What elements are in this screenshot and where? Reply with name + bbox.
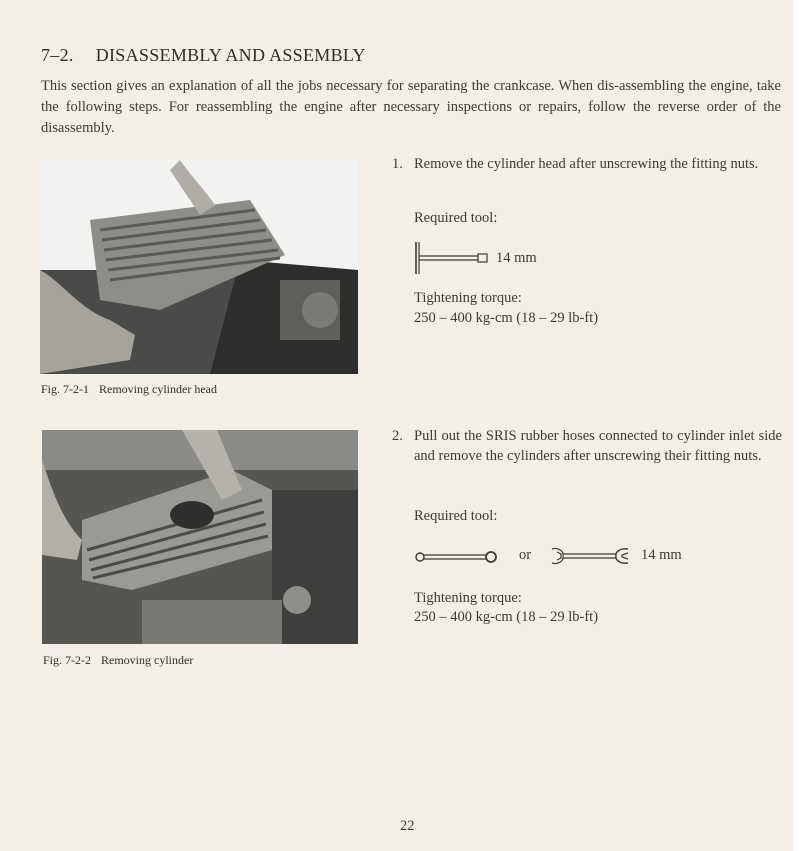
figure-cylinder-photo bbox=[42, 430, 358, 644]
step-text: Pull out the SRIS rubber hoses connected to cylinder inlet side and remove the cylinders after unscrewing their fitting nuts. bbox=[414, 428, 782, 464]
page-edge bbox=[793, 0, 799, 851]
section-number: 7–2. bbox=[41, 45, 74, 65]
figure-number: Fig. 7-2-1 bbox=[41, 382, 89, 396]
section-heading bbox=[41, 45, 366, 66]
figure-caption-2 bbox=[43, 653, 193, 668]
tool-size-1: 14 mm bbox=[496, 250, 537, 266]
page-number: 22 bbox=[400, 818, 415, 834]
figure-caption-text: Removing cylinder bbox=[101, 653, 194, 667]
intro-paragraph: This section gives an explanation of all the jobs necessary for separating the crankcase. When dis-assembling the engine, take the following steps. For reassembling the engine after necessary inspections or repairs, follow the reverse order of the disassembly. bbox=[41, 78, 781, 136]
required-tool-label-1: Required tool: bbox=[414, 210, 498, 226]
combination-wrench-icon bbox=[548, 545, 634, 567]
step-2 bbox=[392, 426, 782, 466]
figure-number: Fig. 7-2-2 bbox=[43, 653, 91, 667]
step-number: 1. bbox=[392, 156, 403, 172]
torque-value-2: 250 – 400 kg-cm (18 – 29 lb-ft) bbox=[414, 609, 599, 625]
tool-or-label: or bbox=[519, 547, 532, 563]
required-tool-label-2: Required tool: bbox=[414, 508, 498, 524]
section-title: DISASSEMBLY AND ASSEMBLY bbox=[95, 45, 366, 65]
box-wrench-icon bbox=[414, 548, 498, 566]
t-handle-wrench-icon bbox=[414, 240, 490, 276]
step-1 bbox=[392, 154, 782, 174]
torque-label-1: Tightening torque: bbox=[414, 290, 522, 306]
figure-caption-1 bbox=[41, 382, 217, 397]
figure-cylinder-head-photo bbox=[40, 160, 358, 374]
figure-caption-text: Removing cylinder head bbox=[99, 382, 217, 396]
torque-label-2: Tightening torque: bbox=[414, 590, 522, 606]
tool-size-2: 14 mm bbox=[641, 547, 682, 563]
torque-value-1: 250 – 400 kg-cm (18 – 29 lb-ft) bbox=[414, 310, 599, 326]
step-number: 2. bbox=[392, 428, 403, 444]
step-text: Remove the cylinder head after unscrewing the fitting nuts. bbox=[414, 156, 759, 172]
